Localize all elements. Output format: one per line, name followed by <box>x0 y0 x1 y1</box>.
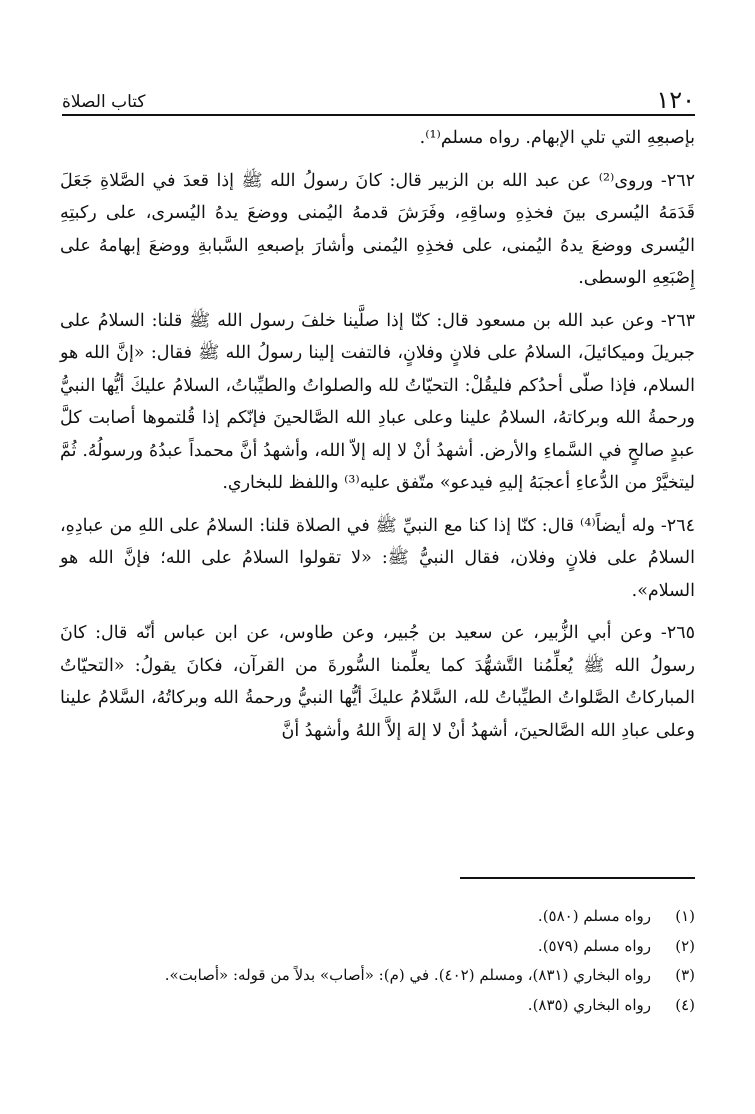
footnote-number: (٣) <box>675 966 695 984</box>
footnotes <box>60 902 695 1020</box>
paragraph-262: ٢٦٢- وروى⁽²⁾ عن عبد الله بن الزبير قال: كانَ رسولُ الله ﷺ إذا قعدَ في الصَّلاةِ جَعَلَ قَدَمَهُ اليُسرى بينَ فخذِهِ وساقِهِ، وفَرَشَ قدمهُ اليُمنى ووضعَ يدهُ اليُسرى، على ركبتِهِ اليُسرى ووضعَ يدهُ اليُمنى، على فخذِهِ اليُمنى وأشارَ بإصبعهِ السَّبابةِ ووضعَ إبهامهُ على إِصْبَعِهِ الوسطى. <box>60 170 695 288</box>
main-text <box>60 122 695 747</box>
page-header <box>62 84 695 112</box>
footnote-1 <box>60 902 695 932</box>
paragraph-continuation: بإصبعِهِ التي تلي الإبهام. رواه مسلم⁽¹⁾. <box>419 128 695 148</box>
page-number: ١٢٠ <box>656 86 695 114</box>
footnote-number: (٤) <box>675 995 695 1014</box>
paragraph-265: ٢٦٥- وعن أبي الزُّبير، عن سعيد بن جُبير، وعن طاوس، عن ابن عباس أنّه قال: كانَ رسولُ الله ﷺ يُعلِّمُنا التَّشهُّدَ كما يعلِّمنا السُّورةَ من القرآن، فكانَ يقولُ: «التحيّاتُ المباركاتُ الصَّلواتُ الطيِّباتُ لله، السَّلامُ عليكَ أيُّها النبيُّ ورحمةُ الله وبركاتُهُ، السَّلامُ علينا وعلى عبادِ الله الصَّالحينَ، أشهدُ أنْ لا إلهَ إلاَّ اللهُ وأشهدُ أنَّ <box>60 623 695 741</box>
footnote-number: (٢) <box>675 936 695 955</box>
footnote-3 <box>60 961 695 991</box>
header-divider <box>62 114 695 116</box>
footnote-divider <box>460 877 695 879</box>
paragraph-263: ٢٦٣- وعن عبد الله بن مسعود قال: كنّا إذا صلَّينا خلفَ رسول الله ﷺ قلنا: السلامُ على جبريلَ وميكائيلَ، السلامُ على فلانٍ وفلانٍ، فالتفت إلينا رسولُ الله ﷺ فقال: «إنَّ الله هو السلام، فإذا صلّى أحدُكم فليقُلْ: التحيّاتُ لله والصلواتُ والطيِّباتُ، السلامُ عليكَ أيُّها النبيُّ ورحمةُ الله وبركاتهُ، السلامُ علينا وعلى عبادِ الله الصَّالحينَ فإنّكم إذا قُلتموها أصابت كلَّ عبدٍ صالحٍ في السَّماءِ والأرض. أشهدُ أنْ لا إله إلاّ الله، وأشهدُ أنَّ محمداً عبدُهُ ورسولُهُ. ثُمَّ ليتخيَّرْ من الدُّعاءِ أعجبَهُ إليهِ فيدعو» متّفق عليه⁽³⁾ واللفظ للبخاري. <box>60 310 695 493</box>
footnote-text: رواه مسلم (٥٧٩). <box>537 936 651 955</box>
footnote-4 <box>60 991 695 1021</box>
footnote-text: رواه البخاري (٨٣٥). <box>527 995 651 1014</box>
footnote-2 <box>60 932 695 962</box>
footnote-text: رواه مسلم (٥٨٠). <box>537 907 651 925</box>
paragraph-264: ٢٦٤- وله أيضاً⁽⁴⁾ قال: كنّا إذا كنا مع النبيِّ ﷺ في الصلاة قلنا: السلامُ على اللهِ من عبادِهِ، السلامُ على فلانٍ وفلان، فقال النبيُّ ﷺ: «لا تقولوا السلامُ على الله؛ فإنَّ الله هو السلام». <box>60 515 695 601</box>
footnote-number: (١) <box>675 907 695 925</box>
running-title: كتاب الصلاة <box>62 92 146 112</box>
footnote-text: رواه البخاري (٨٣١)، ومسلم (٤٠٢). في (م): «أصاب» بدلاً من قوله: «أصابت». <box>164 966 651 984</box>
